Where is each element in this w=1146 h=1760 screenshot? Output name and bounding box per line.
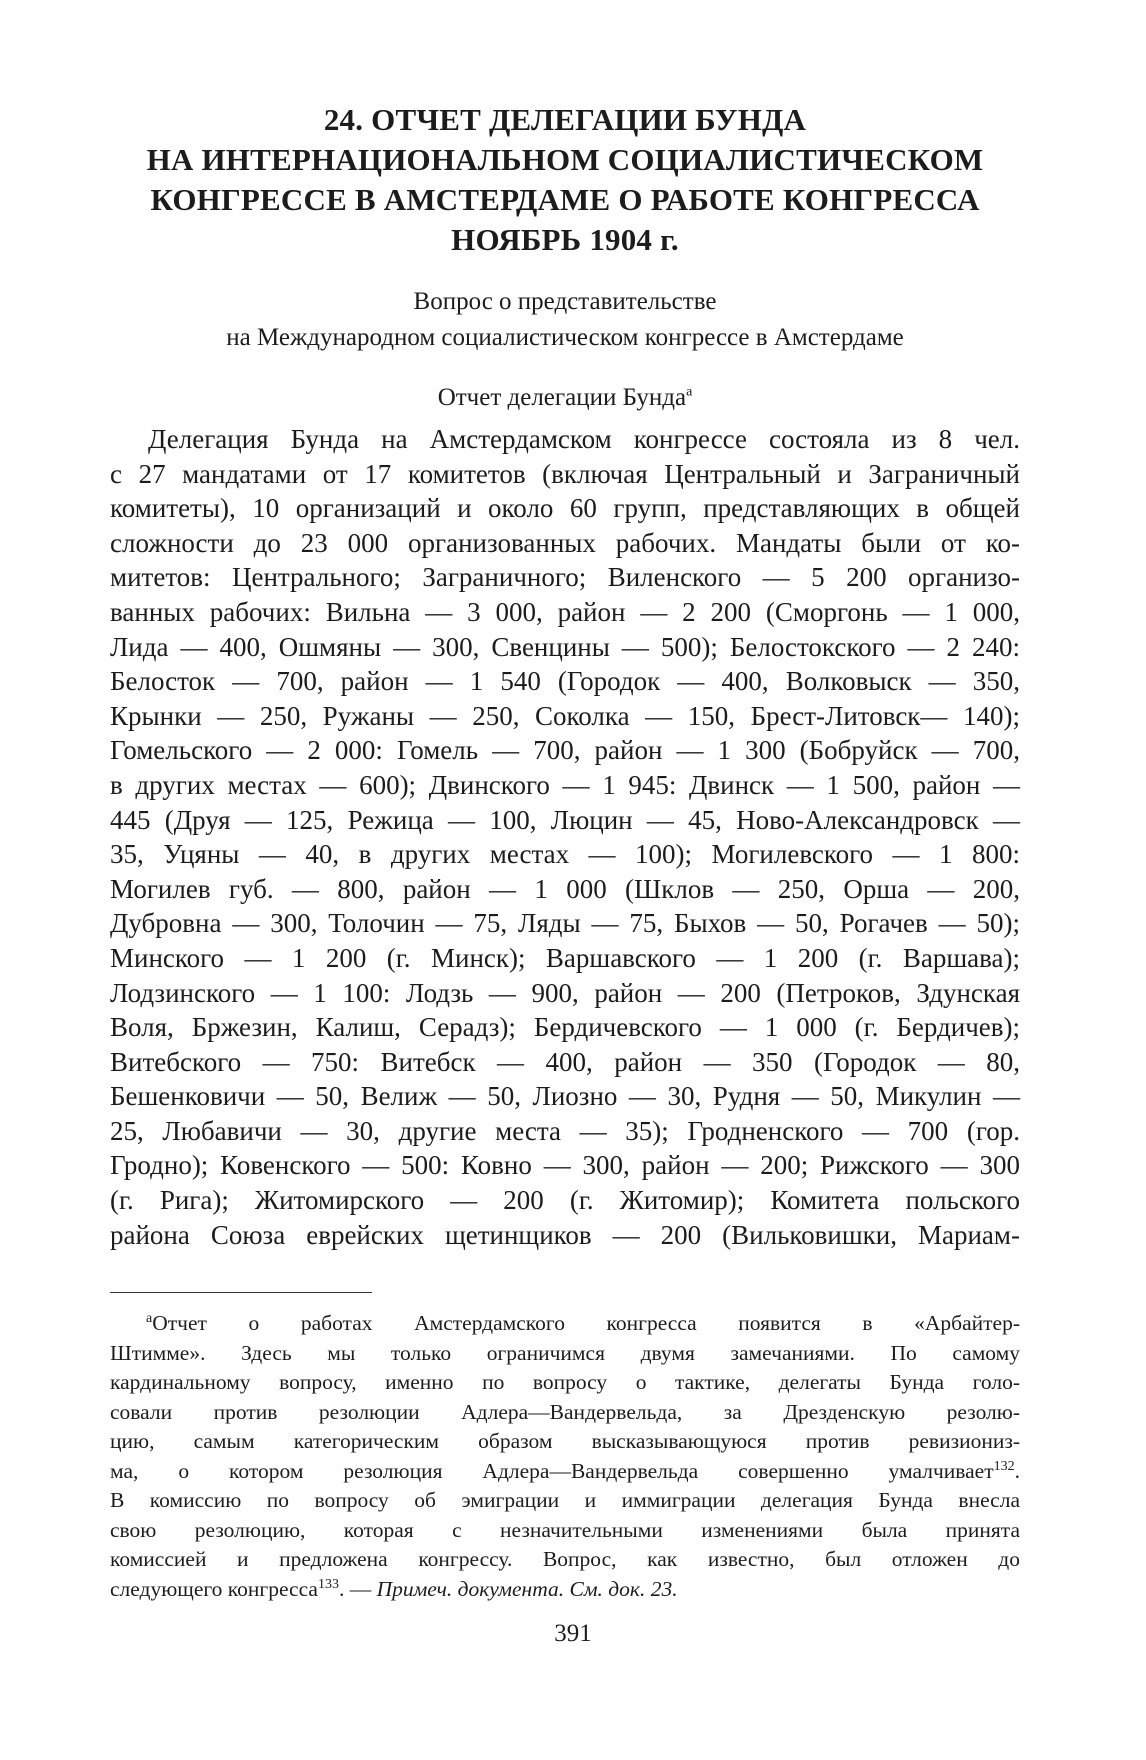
body-line: Могилев губ. — 800, район — 1 000 (Шклов — 250, Орша — 200, <box>110 873 1020 904</box>
footnote-line: свою резолюцию, которая с незначительными изменениями была принята <box>110 1517 1020 1542</box>
footnote-line: следующего конгресса$^{133}$. — Примеч. документа. См. док. 23. <box>110 1576 678 1601</box>
footnote-line: комиссией и предложена конгрессу. Вопрос, как известно, был отложен до <box>110 1547 1020 1572</box>
footnote-line: кардинальному вопросу, именно по вопросу о тактике, делегаты Бунда голо- <box>110 1370 1020 1395</box>
footnote-marker: а <box>146 1311 153 1327</box>
body-line: Дубровна — 300, Толочин — 75, Ляды — 75, Быхов — 50, Рогачев — 50); <box>110 908 1020 939</box>
body-line: Делегация Бунда на Амстердамском конгрессе состояла из 8 чел. <box>148 424 1020 454</box>
body-line: с 27 мандатами от 17 комитетов (включая Центральный и Заграничный <box>110 458 1020 489</box>
body-line: Крынки — 250, Ружаны — 250, Соколка — 150, Брест-Литовск— 140); <box>110 700 1020 731</box>
footnote-divider <box>110 1292 372 1293</box>
title-line: КОНГРЕССЕ В АМСТЕРДАМЕ О РАБОТЕ КОНГРЕССА <box>150 182 980 217</box>
section-heading-text: Отчет делегации Бунда <box>437 384 687 411</box>
body-line: Бешенковичи — 50, Велиж — 50, Лиозно — 30, Рудня — 50, Микулин — <box>110 1081 1020 1112</box>
title-line: НОЯБРЬ 1904 г. <box>451 222 679 257</box>
footnote-line: цию, самым категорическим образом высказывающуюся против ревизиониз- <box>110 1429 1020 1454</box>
section-heading <box>110 380 1020 416</box>
body-line: Лодзинского — 1 100: Лодзь — 900, район — 200 (Петроков, Здунская <box>110 977 1020 1008</box>
body-paragraph <box>110 422 1020 1252</box>
body-line: Гомельского — 2 000: Гомель — 700, район — 1 300 (Бобруйск — 700, <box>110 735 1020 766</box>
body-line: Гродно); Ковенского — 500: Ковно — 300, район — 200; Рижского — 300 <box>110 1150 1020 1181</box>
body-line: района Союза еврейских щетинщиков — 200 (Вильковишки, Мариам- <box>110 1219 1020 1250</box>
body-line: сложности до 23 000 организованных рабочих. Мандаты были от ко- <box>110 527 1020 558</box>
footnote-line: Штимме». Здесь мы только ограничимся двумя замечаниями. По самому <box>110 1340 1020 1365</box>
footnote-line: ма, о котором резолюция Адлера—Вандервельда совершенно умалчивает$^{132}$. <box>110 1458 1020 1483</box>
page-number: 391 <box>554 1620 592 1647</box>
page-content <box>110 100 1020 1604</box>
body-line: в других местах — 600); Двинского — 1 945: Двинск — 1 500, район — <box>110 769 1020 800</box>
body-line: (г. Рига); Житомирского — 200 (г. Житомир); Комитета польского <box>110 1185 1020 1216</box>
body-line: Воля, Бржезин, Калиш, Серадз); Бердичевского — 1 000 (г. Бердичев); <box>110 1012 1020 1043</box>
endnote-reference: 132 <box>993 1458 1015 1474</box>
title-line: НА ИНТЕРНАЦИОНАЛЬНОМ СОЦИАЛИСТИЧЕСКОМ <box>146 142 984 177</box>
body-line: 25, Любавичи — 30, другие места — 35); Гродненского — 700 (гор. <box>110 1115 1020 1146</box>
footnote-marker: а <box>686 384 693 400</box>
body-line: комитеты), 10 организаций и около 60 групп, представляющих в общей <box>110 493 1020 524</box>
body-line: 445 (Друя — 125, Режица — 100, Люцин — 45, Ново-Александровск — <box>110 804 1020 835</box>
footnote-line: $^а$Отчет о работах Амстердамского конгресса появится в «Арбайтер- <box>146 1311 1020 1336</box>
body-line: Белосток — 700, район — 1 540 (Городок — 400, Волковыск — 350, <box>110 666 1020 697</box>
body-line: митетов: Центрального; Заграничного; Виленского — 5 200 организо- <box>110 562 1020 593</box>
footnote-source-note: Примеч. документа. См. док. 23. <box>376 1576 678 1601</box>
body-line: Минского — 1 200 (г. Минск); Варшавского — 1 200 (г. Варшава); <box>110 942 1020 973</box>
endnote-reference: 133 <box>317 1576 339 1592</box>
body-line: ванных рабочих: Вильна — 3 000, район — 2 200 (Сморгонь — 1 000, <box>110 596 1020 627</box>
subtitle-line: на Международном социалистическом конгрессе в Амстердаме <box>226 324 904 351</box>
body-line: Витебского — 750: Витебск — 400, район — 350 (Городок — 80, <box>110 1046 1020 1077</box>
body-line: Лида — 400, Ошмяны — 300, Свенцины — 500); Белостокского — 2 240: <box>110 631 1020 662</box>
title-line: 24. ОТЧЕТ ДЕЛЕГАЦИИ БУНДА <box>323 102 807 137</box>
footnote-line: совали против резолюции Адлера—Вандервельда, за Дрезденскую резолю- <box>110 1399 1020 1424</box>
footnote-line: В комиссию по вопросу об эмиграции и иммиграции делегация Бунда внесла <box>110 1488 1020 1513</box>
subtitle-line: Вопрос о представительстве <box>413 288 717 315</box>
footnote <box>110 1309 1020 1604</box>
document-subtitle <box>110 284 1020 356</box>
document-title <box>110 100 1020 260</box>
body-line: 35, Уцяны — 40, в других местах — 100); Могилевского — 1 800: <box>110 839 1020 870</box>
